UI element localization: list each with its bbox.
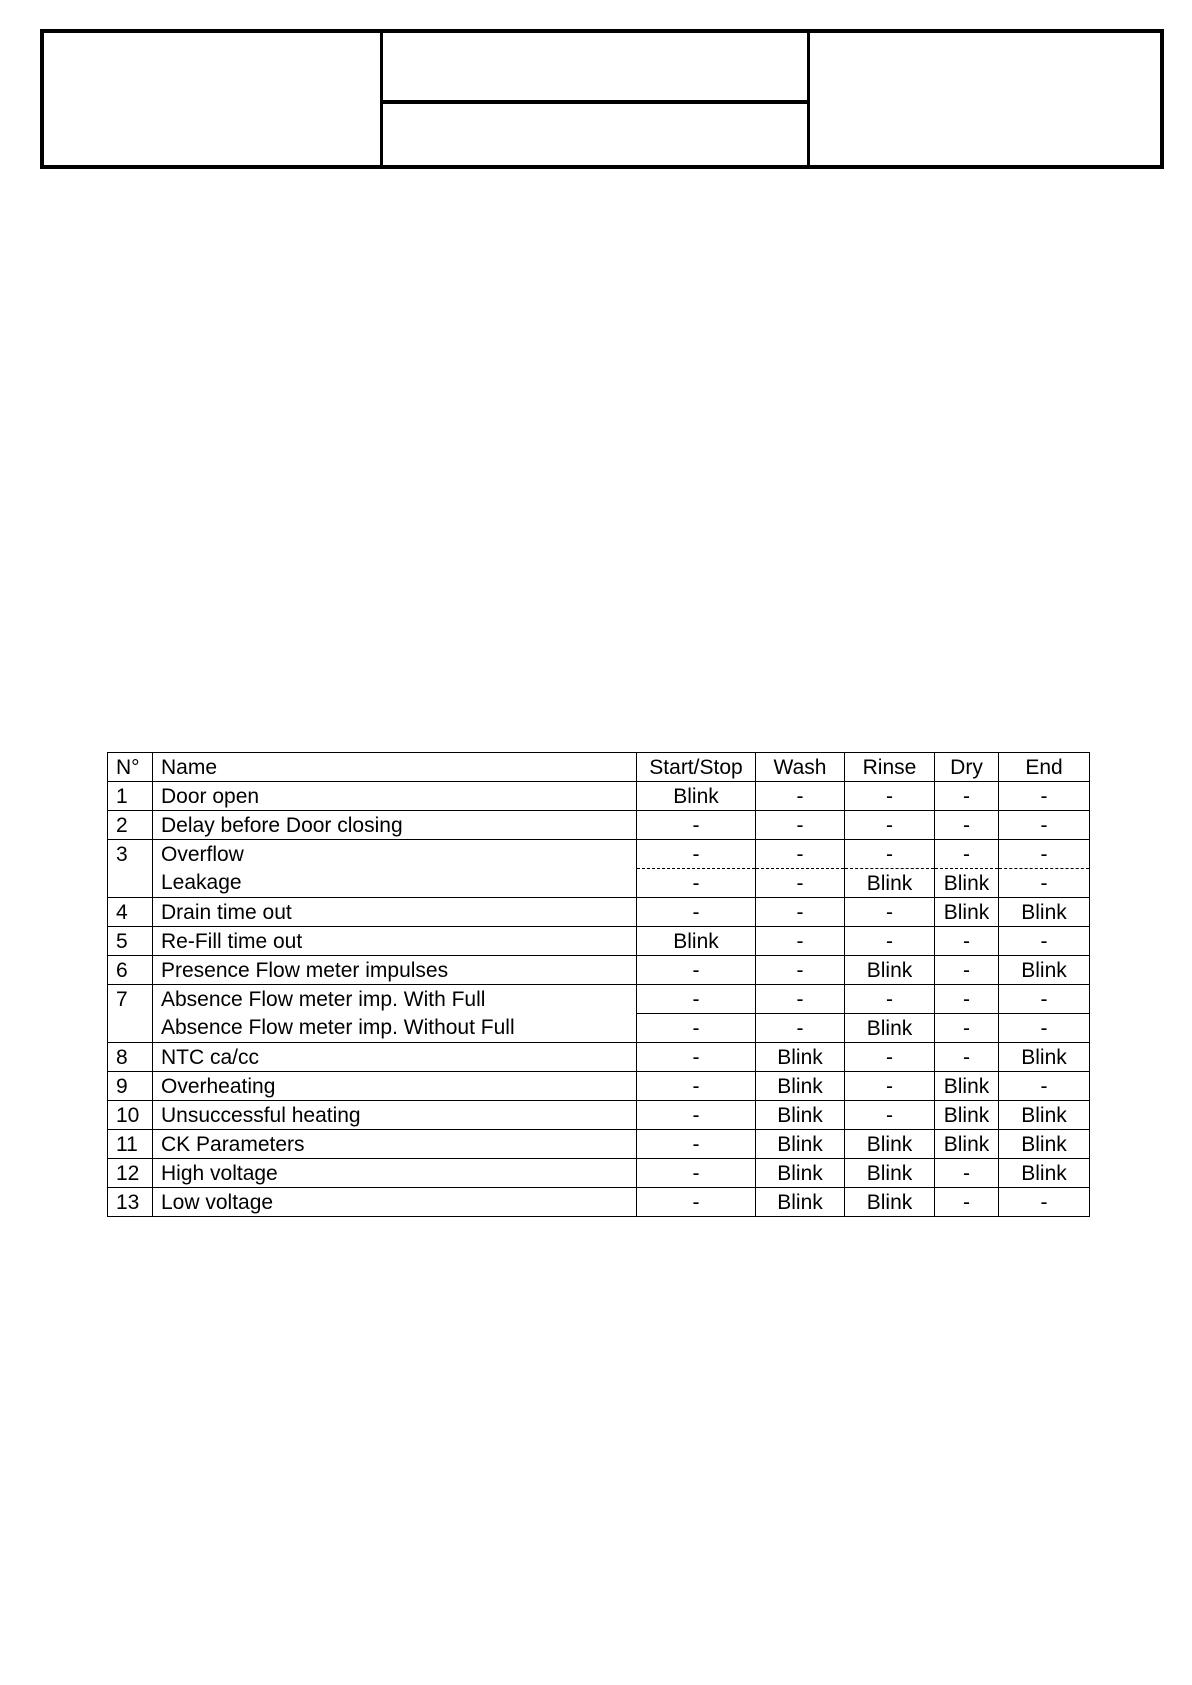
row-start-stop: -: [637, 1188, 756, 1217]
row-dry: Blink: [935, 1072, 999, 1101]
row-wash: -: [756, 927, 845, 956]
row-rinse: -: [845, 927, 935, 956]
row-start-stop: -: [637, 1043, 756, 1072]
table-header-row: [108, 753, 1090, 782]
row-start-stop: -: [637, 898, 756, 927]
row-end: -: [999, 840, 1090, 869]
row-name: Leakage: [153, 869, 637, 898]
row-num: 7: [108, 985, 153, 1043]
row-rinse: Blink: [845, 956, 935, 985]
row-rinse: Blink: [845, 869, 935, 898]
row-wash: Blink: [756, 1188, 845, 1217]
header-name: Name: [153, 753, 637, 782]
row-end: Blink: [999, 898, 1090, 927]
header-end: End: [999, 753, 1090, 782]
row-name: CK Parameters: [153, 1130, 637, 1159]
row-rinse: -: [845, 811, 935, 840]
table-row: [108, 1159, 1090, 1188]
row-end: -: [999, 1072, 1090, 1101]
header-start-stop: Start/Stop: [637, 753, 756, 782]
row-name: Low voltage: [153, 1188, 637, 1217]
row-wash: -: [756, 1014, 845, 1043]
row-rinse: Blink: [845, 1159, 935, 1188]
row-name: NTC ca/cc: [153, 1043, 637, 1072]
row-wash: Blink: [756, 1043, 845, 1072]
table-row: [108, 1043, 1090, 1072]
title-block-info-cell: [810, 33, 1160, 165]
row-start-stop: -: [637, 1159, 756, 1188]
row-wash: -: [756, 811, 845, 840]
row-end: -: [999, 985, 1090, 1014]
row-wash: -: [756, 985, 845, 1014]
table-row: [108, 1014, 1090, 1043]
row-dry: Blink: [935, 1101, 999, 1130]
table-row: [108, 927, 1090, 956]
row-end: Blink: [999, 1043, 1090, 1072]
row-name: Absence Flow meter imp. With Full: [153, 985, 637, 1014]
row-num: 2: [108, 811, 153, 840]
table-row: [108, 1188, 1090, 1217]
row-start-stop: -: [637, 1072, 756, 1101]
row-end: Blink: [999, 1159, 1090, 1188]
table-row: [108, 840, 1090, 869]
row-dry: -: [935, 1014, 999, 1043]
row-rinse: Blink: [845, 1014, 935, 1043]
row-dry: Blink: [935, 1130, 999, 1159]
row-start-stop: -: [637, 840, 756, 869]
row-name: Delay before Door closing: [153, 811, 637, 840]
row-end: -: [999, 1188, 1090, 1217]
row-name: Drain time out: [153, 898, 637, 927]
row-num: 10: [108, 1101, 153, 1130]
row-name: High voltage: [153, 1159, 637, 1188]
row-name: Overheating: [153, 1072, 637, 1101]
row-wash: -: [756, 898, 845, 927]
row-end: Blink: [999, 1101, 1090, 1130]
row-name: Door open: [153, 782, 637, 811]
row-start-stop: Blink: [637, 782, 756, 811]
row-num: 3: [108, 840, 153, 898]
row-num: 5: [108, 927, 153, 956]
row-num: 6: [108, 956, 153, 985]
row-start-stop: -: [637, 956, 756, 985]
row-end: Blink: [999, 956, 1090, 985]
row-rinse: -: [845, 1101, 935, 1130]
row-start-stop: -: [637, 1101, 756, 1130]
row-end: -: [999, 927, 1090, 956]
row-start-stop: -: [637, 1014, 756, 1043]
header-rinse: Rinse: [845, 753, 935, 782]
row-num: 12: [108, 1159, 153, 1188]
table-row: [108, 811, 1090, 840]
row-dry: -: [935, 1159, 999, 1188]
header-num: N°: [108, 753, 153, 782]
title-block-logo-cell: [44, 33, 383, 165]
row-end: -: [999, 811, 1090, 840]
row-num: 9: [108, 1072, 153, 1101]
table-row: [108, 1130, 1090, 1159]
row-wash: -: [756, 782, 845, 811]
row-dry: -: [935, 782, 999, 811]
row-start-stop: -: [637, 1130, 756, 1159]
row-rinse: -: [845, 782, 935, 811]
table-row: [108, 898, 1090, 927]
row-end: -: [999, 1014, 1090, 1043]
table-row: [108, 985, 1090, 1014]
row-start-stop: -: [637, 985, 756, 1014]
row-end: Blink: [999, 1130, 1090, 1159]
row-start-stop: -: [637, 869, 756, 898]
row-wash: Blink: [756, 1072, 845, 1101]
row-dry: -: [935, 840, 999, 869]
row-dry: -: [935, 956, 999, 985]
row-num: 11: [108, 1130, 153, 1159]
title-block-title-cell: [383, 33, 810, 104]
header-dry: Dry: [935, 753, 999, 782]
row-end: -: [999, 869, 1090, 898]
row-wash: Blink: [756, 1101, 845, 1130]
row-rinse: -: [845, 898, 935, 927]
table-row: [108, 1072, 1090, 1101]
row-rinse: -: [845, 1043, 935, 1072]
row-rinse: -: [845, 840, 935, 869]
title-block-subtitle-cell: [383, 104, 810, 165]
row-end: -: [999, 782, 1090, 811]
row-num: 1: [108, 782, 153, 811]
row-wash: -: [756, 956, 845, 985]
table-row: [108, 956, 1090, 985]
row-wash: -: [756, 840, 845, 869]
row-dry: -: [935, 927, 999, 956]
row-dry: -: [935, 811, 999, 840]
row-rinse: Blink: [845, 1130, 935, 1159]
row-name: Unsuccessful heating: [153, 1101, 637, 1130]
row-dry: -: [935, 1188, 999, 1217]
row-name: Re-Fill time out: [153, 927, 637, 956]
row-rinse: -: [845, 985, 935, 1014]
row-num: 8: [108, 1043, 153, 1072]
table-row: [108, 869, 1090, 898]
error-code-table: [107, 752, 1090, 1217]
row-wash: Blink: [756, 1130, 845, 1159]
row-name: Absence Flow meter imp. Without Full: [153, 1014, 637, 1043]
row-dry: -: [935, 1043, 999, 1072]
header-wash: Wash: [756, 753, 845, 782]
row-start-stop: -: [637, 811, 756, 840]
table-row: [108, 1101, 1090, 1130]
row-wash: Blink: [756, 1159, 845, 1188]
row-num: 13: [108, 1188, 153, 1217]
row-dry: -: [935, 985, 999, 1014]
row-rinse: -: [845, 1072, 935, 1101]
row-name: Overflow: [153, 840, 637, 869]
row-name: Presence Flow meter impulses: [153, 956, 637, 985]
row-dry: Blink: [935, 898, 999, 927]
row-start-stop: Blink: [637, 927, 756, 956]
title-block: [40, 29, 1164, 169]
row-num: 4: [108, 898, 153, 927]
table-row: [108, 782, 1090, 811]
row-wash: -: [756, 869, 845, 898]
row-dry: Blink: [935, 869, 999, 898]
row-rinse: Blink: [845, 1188, 935, 1217]
